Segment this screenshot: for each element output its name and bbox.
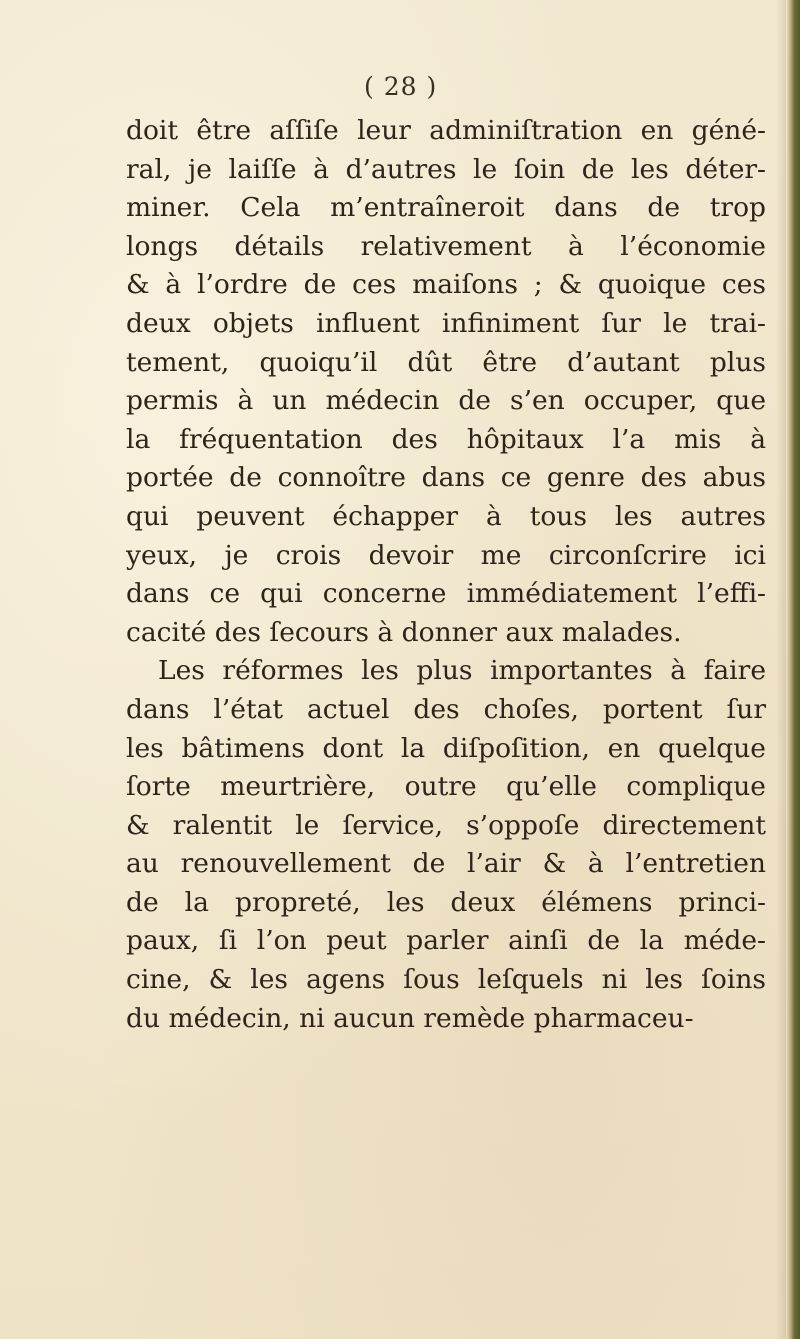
paragraph-first-line: Les réformes les plus importantes à faire xyxy=(158,655,766,687)
text-line: longs détails relativement à l’économie xyxy=(126,230,766,262)
text-line: du médecin, ni aucun remède pharmaceu- xyxy=(126,1002,694,1034)
text-line: dans l’état actuel des choſes, portent ſur xyxy=(126,693,766,725)
text-line: portée de connoître dans ce genre des abus xyxy=(126,462,766,494)
text-line: de la propreté, les deux élémens princi- xyxy=(126,886,766,918)
binding-shadow xyxy=(776,0,786,1339)
text-line: au renouvellement de l’air & à l’entretien xyxy=(126,848,766,880)
text-line: permis à un médecin de s’en occuper, que xyxy=(126,385,766,417)
text-line: tement, quoiqu’il dût être d’autant plus xyxy=(126,346,766,378)
text-line: cine, & les agens ſous leſquels ni les ſoins xyxy=(126,964,766,996)
text-line: paux, ſi l’on peut parler ainſi de la méde- xyxy=(126,925,766,957)
page-binding-edge xyxy=(786,0,800,1339)
text-line: yeux, je crois devoir me circonſcrire ici xyxy=(126,539,766,571)
text-line: deux objets influent infiniment ſur le trai- xyxy=(126,307,766,339)
text-line: doit être aſſiſe leur adminiſtration en géné- xyxy=(126,115,766,146)
text-line: les bâtimens dont la diſpoſition, en quelque xyxy=(126,732,766,764)
text-line: cacité des ſecours à donner aux malades. xyxy=(126,616,682,648)
body-text xyxy=(126,112,766,1038)
text-line: miner. Cela m’entraîneroit dans de trop xyxy=(126,192,766,224)
text-line: dans ce qui concerne immédiatement l’effi- xyxy=(126,578,766,610)
text-line: la fréquentation des hôpitaux l’a mis à xyxy=(126,423,766,455)
text-line: ral, je laiſſe à d’autres le ſoin de les déter- xyxy=(126,153,766,185)
text-line: & ralentit le ſervice, s’oppoſe directement xyxy=(126,809,766,841)
page-number: ( 28 ) xyxy=(364,72,438,101)
text-line: & à l’ordre de ces maiſons ; & quoique ces xyxy=(126,269,766,301)
text-line: qui peuvent échapper à tous les autres xyxy=(126,500,766,532)
text-line: ſorte meurtrière, outre qu’elle complique xyxy=(126,771,766,803)
